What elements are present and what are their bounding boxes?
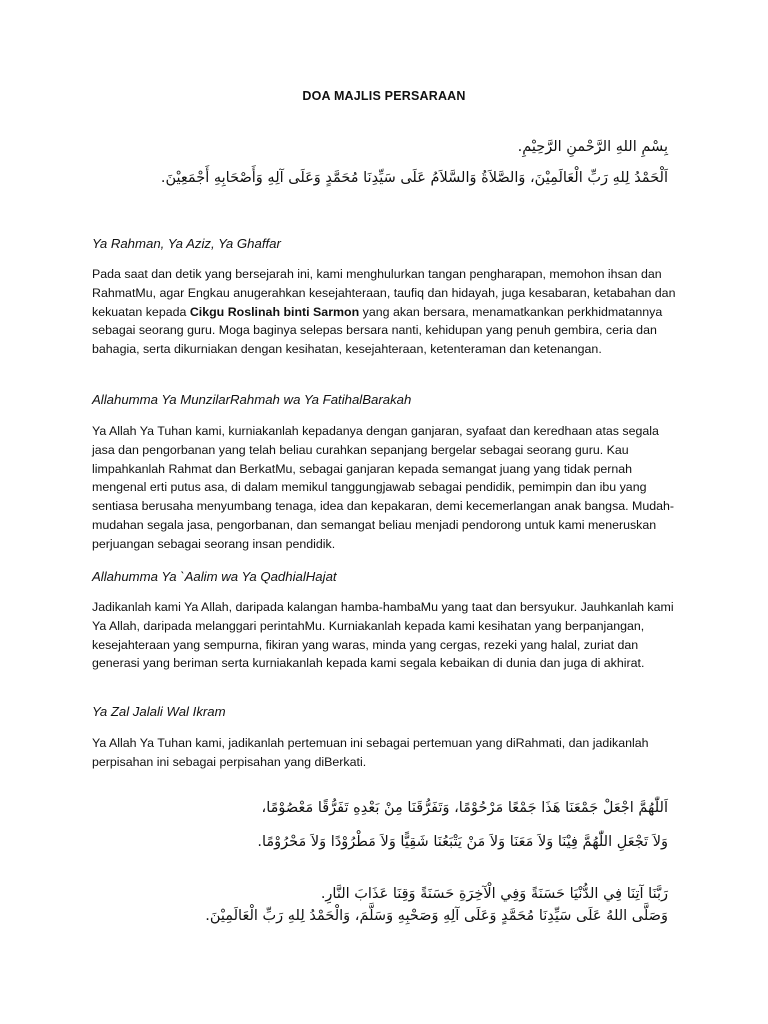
retiree-name: Cikgu Roslinah binti Sarmon <box>189 304 360 319</box>
closing-dua-line-3: رَبَّنَا آتِنَا فِي الدُّنْيَا حَسَنَةً وَفِي الْآخِرَةِ حَسَنَةً وَقِنَا عَذَابَ النَّارِ. <box>320 886 668 902</box>
section-paragraph-4: Ya Allah Ya Tuhan kami, jadikanlah pertemuan ini sebagai pertemuan yang diRahmati, dan jadikanlah perpisahan ini sebagai perpisahan yang diBerkati. <box>92 736 649 769</box>
section-heading-2: Allahumma Ya MunzilarRahmah wa Ya FatihalBarakah <box>92 392 412 407</box>
section-heading-3: Allahumma Ya `Aalim wa Ya QadhialHajat <box>92 569 337 584</box>
closing-dua-line-4: وَصَلَّى اللهُ عَلَى سَيِّدِنَا مُحَمَّدٍ وَعَلَى آلِهِ وَصَحْبِهِ وَسَلَّمَ، وَالْحَمْدُ لِلهِ رَبِّ الْعَالَمِيْنَ. <box>205 908 668 924</box>
section-paragraph-3: Jadikanlah kami Ya Allah, daripada kalangan hamba-hambaMu yang taat dan bersyukur. Jauhkanlah kami Ya Allah, daripada melanggari perintahMu. Kurniakanlah kepada kami kesihatan yang berpanjangan, kesejahteraan yang sempurna, fikiran yang waras, minda yang cergas, rezeki yang halal, zuriat dan generasi yang beriman serta kurniakanlah kepada kami segala kebaikan di dunia dan juga di akhirat. <box>92 600 674 671</box>
section-paragraph-2: Ya Allah Ya Tuhan kami, kurniakanlah kepadanya dengan ganjaran, syafaat dan keredhaan atas segala jasa dan pengorbanan yang telah beliau curahkan sepanjang bergelar sebagai seorang guru. Kau limpahkanlah Rahmat dan BerkatMu, sebagai ganjaran kepada semangat juang yang tidak pernah mengenal erti putus asa, di dalam memikul tanggungjawab sebagai pendidik, pemimpin dan ibu yang sentiasa berusaha menyumbang tenaga, idea dan kepakaran, demi kecemerlangan anak bangsa. Mudah-mudahan segala jasa, pengorbanan, dan semangat beliau menjadi pendorong untuk kami meneruskan perjuangan sebagai seorang insan pendidik. <box>92 424 675 551</box>
paragraph-text: yang akan bersara, menamatkankan perkhidmatannya sebagai seorang guru. Moga baginya selepas bersara nanti, kehidupan yang penuh gembira, ceria dan bahagia, serta dikurniakan dengan kesihatan, kesejahteraan, ketenteraman dan ketenangan. <box>92 304 663 357</box>
paragraph-text: Pada saat dan detik yang bersejarah ini, kami menghulurkan tangan pengharapan, memohon ihsan dan RahmatMu, agar Engkau anugerahkan kesejahteraan, taufiq dan hidayah, juga kesabaran, ketabahan dan kekuatan kepada <box>92 267 676 319</box>
section-heading-4: Ya Zal Jalali Wal Ikram <box>92 704 226 719</box>
closing-dua-line-1: اَللّٰهُمَّ اجْعَلْ جَمْعَنَا هَذَا جَمْعًا مَرْحُوْمًا، وَتَفَرُّقَنَا مِنْ بَعْدِهِ تَفَرُّقًا مَعْصُوْمًا، <box>261 800 668 816</box>
section-heading-1: Ya Rahman, Ya Aziz, Ya Ghaffar <box>92 236 281 251</box>
section-paragraph-1 <box>92 265 680 359</box>
document-title: DOA MAJLIS PERSARAAN <box>302 89 466 103</box>
basmalah-line: بِسْمِ اللهِ الرَّحْمنِ الرَّحِيْمِ. <box>517 139 668 155</box>
opening-praise-line: اَلْحَمْدُ لِلهِ رَبِّ الْعَالَمِيْنَ، وَالصَّلاَةُ وَالسَّلاَمُ عَلَى سَيِّدِنَا مُحَمَّدٍ وَعَلَى آلِهِ وَأَصْحَابِهِ أَجْمَعِيْنَ. <box>160 170 668 186</box>
closing-dua-line-2: وَلاَ تَجْعَلِ اللّٰهُمَّ فِيْنَا وَلاَ مَعَنَا وَلاَ مَنْ يَتْبَعُنَا شَقِيًّا وَلاَ مَطْرُوْدًا وَلاَ مَحْرُوْمًا. <box>257 834 668 850</box>
